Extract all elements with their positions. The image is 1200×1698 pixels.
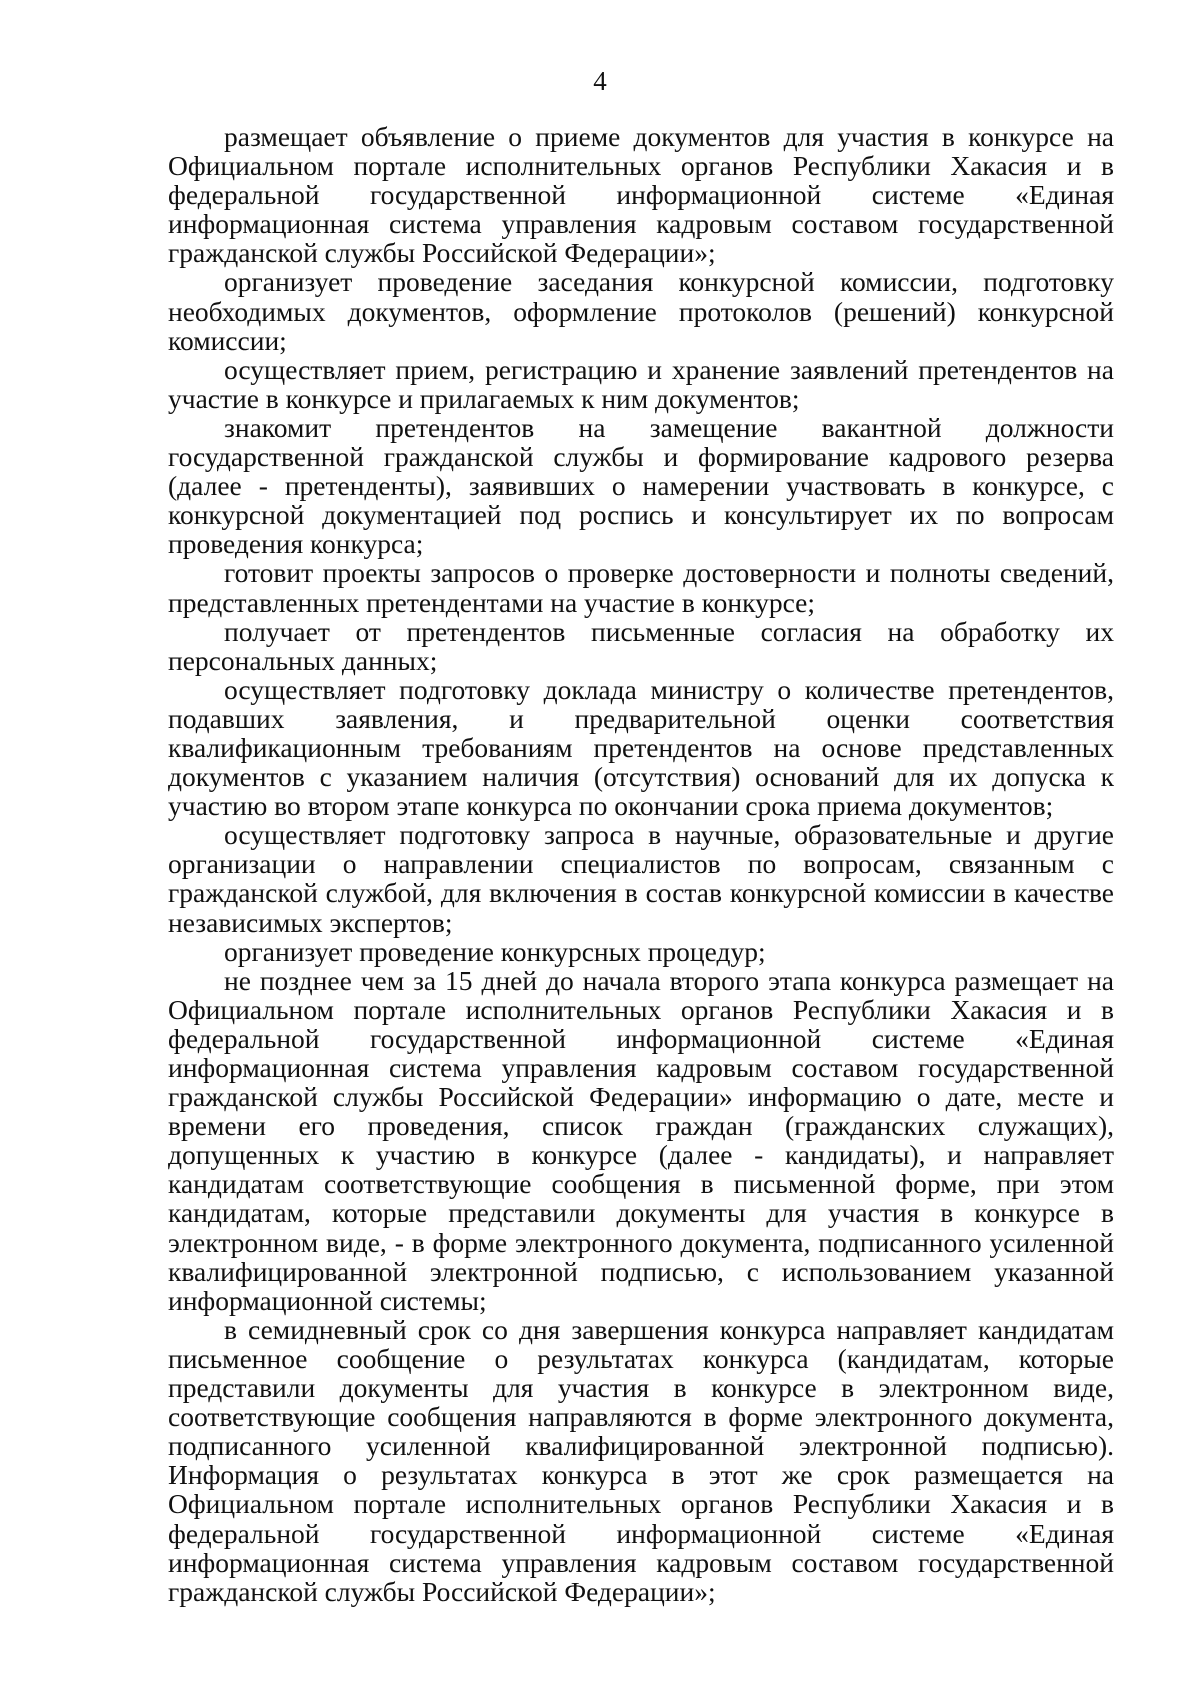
page-number: 4 [593,66,607,96]
paragraph-organize-meeting: организует проведение заседания конкурсной комиссии, подготовку необходимых документов, оформление протоколов (решений) конкурсной комиссии; [168,266,1114,356]
paragraph-notify-results: в семидневный срок со дня завершения конкурса направляет кандидатам письменное сообщение о результатах конкурса (кандидатам, которые представили документы для участия в конкурсе в электронном виде, соответствующие сообщения направляются в форме электронного документа, подписанного усиленной квалифицированной электронной подписью). Информация о результатах конкурса в этот же срок размещается на Официальном портале исполнительных органов Республики Хакасия и в федеральной государственной информационной системе «Единая информационная система управления кадровым составом государственной гражданской службы Российской Федерации»; [168,1313,1114,1607]
paragraph-publish-second-stage-info: не позднее чем за 15 дней до начала второго этапа конкурса размещает на Официальном портале исполнительных органов Республики Хакасия и в федеральной государственной информационной системе «Единая информационная система управления кадровым составом государственной гражданской службы Российской Федерации» информацию о дате, месте и времени его проведения, список граждан (гражданских служащих), допущенных к участию в конкурсе (далее - кандидаты), и направляет кандидатам соответствующие сообщения в письменной форме, при этом кандидатам, которые представили документы для участия в конкурсе в электронном виде, - в форме электронного документа, подписанного усиленной квалифицированной электронной подписью, с использованием указанной информационной системы; [168,964,1114,1316]
paragraph-prepare-report: осуществляет подготовку доклада министру о количестве претендентов, подавших заявления, и предварительной оценки соответствия квалификационным требованиям претендентов на основе представленных документов с указанием наличия (отсутствия) оснований для их допуска к участию во втором этапе конкурса по окончании срока приема документов; [168,673,1114,822]
paragraph-organize-procedures: организует проведение конкурсных процедур; [224,935,766,967]
paragraph-prepare-verification-requests: готовит проекты запросов о проверке достоверности и полноты сведений, представленных претендентами на участие в конкурсе; [168,557,1114,618]
paragraph-receive-applications: осуществляет прием, регистрацию и хранение заявлений претендентов на участие в конкурсе и прилагаемых к ним документов; [168,353,1114,414]
paragraph-obtain-consents: получает от претендентов письменные согласия на обработку их персональных данных; [168,615,1114,676]
document-body [168,122,1114,1606]
paragraph-request-experts: осуществляет подготовку запроса в научные, образовательные и другие организации о направлении специалистов по вопросам, связанным с гражданской службой, для включения в состав конкурсной комиссии в качестве независимых экспертов; [168,819,1114,938]
paragraph-post-announcement: размещает объявление о приеме документов для участия в конкурсе на Официальном портале исполнительных органов Республики Хакасия и в федеральной государственной информационной системе «Единая информационная система управления кадровым составом государственной гражданской службы Российской Федерации»; [168,121,1114,269]
paragraph-familiarize-applicants: знакомит претендентов на замещение вакантной должности государственной гражданской службы и формирование кадрового резерва (далее - претенденты), заявивших о намерении участвовать в конкурсе, с конкурсной документацией под роспись и консультирует их по вопросам проведения конкурса; [168,411,1114,560]
